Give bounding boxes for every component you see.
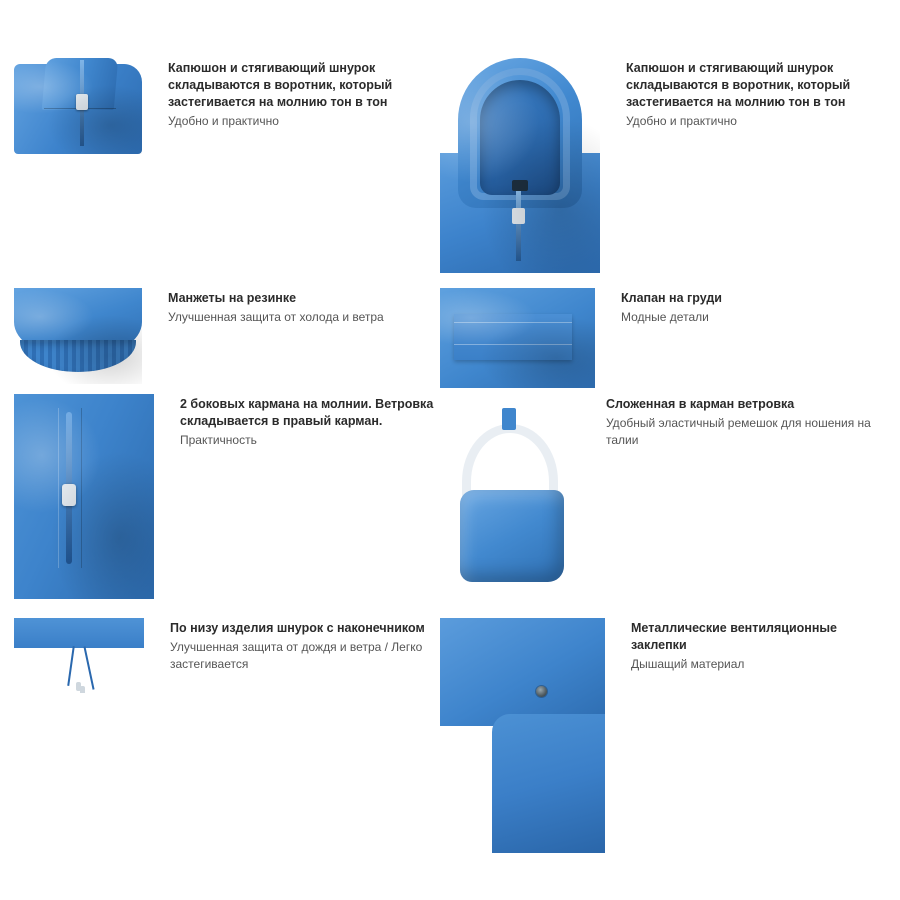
feature-caption-pocket <box>180 394 434 449</box>
feature-subtitle: Удобно и практично <box>626 114 737 128</box>
feature-caption-chest <box>621 288 890 326</box>
feature-caption-hood <box>626 58 890 130</box>
feature-block-chest <box>440 288 890 388</box>
jacket-collar-zipper-photo <box>14 58 142 154</box>
feature-subtitle: Улучшенная защита от холода и ветра <box>168 310 384 324</box>
feature-subtitle: Модные детали <box>621 310 709 324</box>
feature-title: По низу изделия шнурок с наконечником <box>170 621 425 635</box>
feature-subtitle: Улучшенная защита от дождя и ветра / Легко застегивается <box>170 640 423 671</box>
feature-caption-hem <box>170 618 434 673</box>
feature-block-eyelet <box>440 618 890 853</box>
feature-block-pouch <box>440 394 890 594</box>
feature-subtitle: Практичность <box>180 433 257 447</box>
feature-block-hood <box>440 58 890 273</box>
feature-title: Капюшон и стягивающий шнурок складываются в воротник, который застегивается на молнию тон в тон <box>168 61 393 109</box>
feature-caption-eyelet <box>631 618 890 673</box>
feature-title: 2 боковых кармана на молнии. Ветровка складывается в правый карман. <box>180 397 434 428</box>
jacket-packed-pouch-photo <box>440 394 580 594</box>
feature-block-cuff <box>14 288 434 384</box>
feature-title: Металлические вентиляционные заклепки <box>631 621 837 652</box>
feature-title: Клапан на груди <box>621 291 722 305</box>
feature-caption-collar <box>168 58 434 130</box>
feature-subtitle: Удобно и практично <box>168 114 279 128</box>
jacket-hood-photo <box>440 58 600 273</box>
feature-title: Сложенная в карман ветровка <box>606 397 795 411</box>
jacket-side-zip-pocket-photo <box>14 394 154 599</box>
feature-subtitle: Удобный эластичный ремешок для ношения на талии <box>606 416 871 447</box>
jacket-hem-drawcord-photo <box>14 618 144 693</box>
jacket-chest-flap-photo <box>440 288 595 388</box>
feature-title: Манжеты на резинке <box>168 291 297 305</box>
feature-title: Капюшон и стягивающий шнурок складываются в воротник, который застегивается на молнию тон в тон <box>626 61 851 109</box>
feature-block-collar <box>14 58 434 154</box>
feature-block-hem <box>14 618 434 693</box>
feature-subtitle: Дышащий материал <box>631 657 745 671</box>
feature-caption-pouch <box>606 394 890 449</box>
feature-block-pocket <box>14 394 434 599</box>
jacket-underarm-eyelet-photo <box>440 618 605 853</box>
feature-caption-cuff <box>168 288 434 326</box>
jacket-elastic-cuff-photo <box>14 288 142 384</box>
